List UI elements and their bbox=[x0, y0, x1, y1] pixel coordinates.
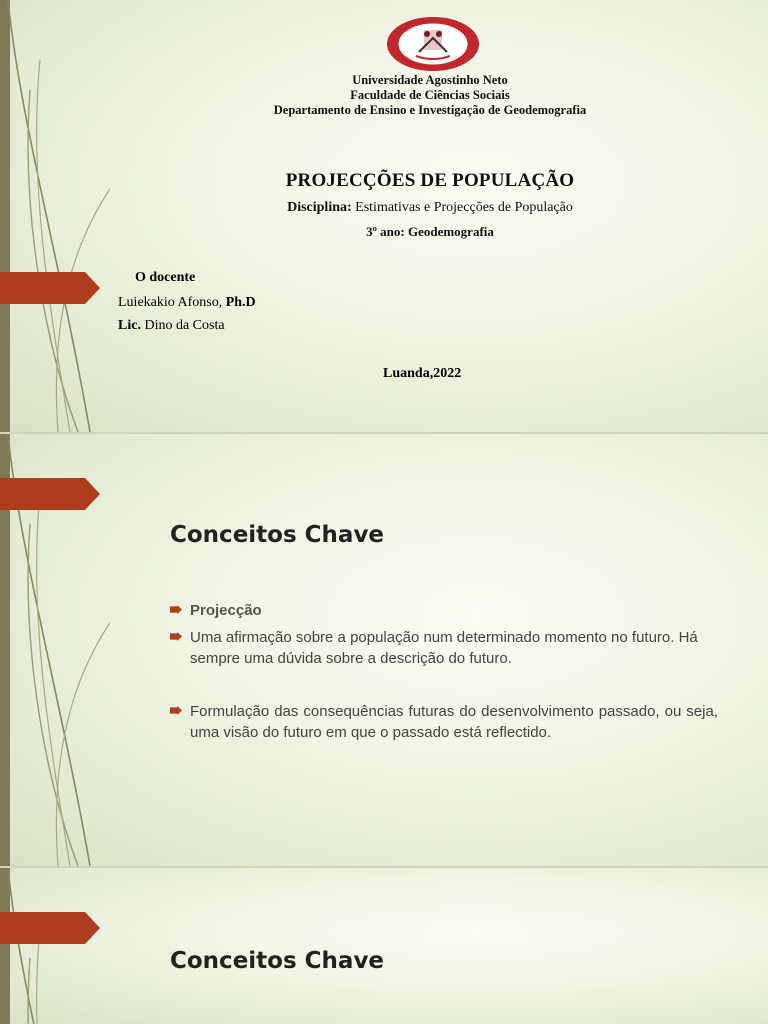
accent-tag bbox=[0, 478, 100, 510]
slide-title: Conceitos Chave bbox=[170, 522, 385, 548]
bullet-item bbox=[170, 600, 718, 621]
university-name: Universidade Agostinho Neto bbox=[352, 73, 508, 87]
slide-1 bbox=[0, 0, 768, 432]
place-date: Luanda,2022 bbox=[383, 366, 462, 381]
docente-2-prefix: Lic. bbox=[118, 318, 141, 333]
slide-2 bbox=[0, 434, 768, 866]
bullet-text: Projecção bbox=[190, 602, 262, 619]
bullet-arrow-icon bbox=[170, 632, 182, 641]
faculty-name: Faculdade de Ciências Sociais bbox=[350, 88, 510, 102]
bullet-item bbox=[170, 701, 718, 743]
docente-2-name: Dino da Costa bbox=[140, 318, 225, 333]
docente-1-name: Luiekakio Afonso, bbox=[118, 295, 226, 310]
discipline-label: Disciplina: bbox=[287, 200, 352, 215]
presentation-title: PROJECÇÕES DE POPULAÇÃO bbox=[285, 170, 575, 191]
slide-title: Conceitos Chave bbox=[170, 948, 385, 974]
institution-block bbox=[240, 73, 620, 118]
discipline-value: Estimativas e Projecções de População bbox=[351, 200, 573, 215]
university-logo bbox=[386, 16, 481, 73]
year-line: 3º ano: Geodemografia bbox=[366, 224, 494, 239]
bullet-text: Uma afirmação sobre a população num determinado momento no futuro. Há sempre uma dúvida sobre a descrição do futuro. bbox=[190, 629, 698, 667]
slide-3 bbox=[0, 868, 768, 1024]
bullet-text: Formulação das consequências futuras do desenvolvimento passado, ou seja, uma visão do futuro em que o passado está reflectido. bbox=[190, 703, 718, 741]
docente-header: O docente bbox=[135, 270, 196, 285]
decorative-curves bbox=[0, 0, 110, 432]
docente-1-degree: Ph.D bbox=[225, 295, 256, 310]
accent-tag bbox=[0, 272, 100, 304]
department-name: Departamento de Ensino e Investigação de Geodemografia bbox=[273, 103, 587, 117]
bullet-item bbox=[170, 627, 718, 669]
decorative-curves bbox=[0, 868, 110, 1024]
bullet-arrow-icon bbox=[170, 706, 182, 715]
discipline-line bbox=[240, 200, 620, 216]
docente-2 bbox=[118, 318, 225, 334]
accent-tag bbox=[0, 912, 100, 944]
bullet-arrow-icon bbox=[170, 605, 182, 614]
docente-1 bbox=[118, 295, 256, 311]
